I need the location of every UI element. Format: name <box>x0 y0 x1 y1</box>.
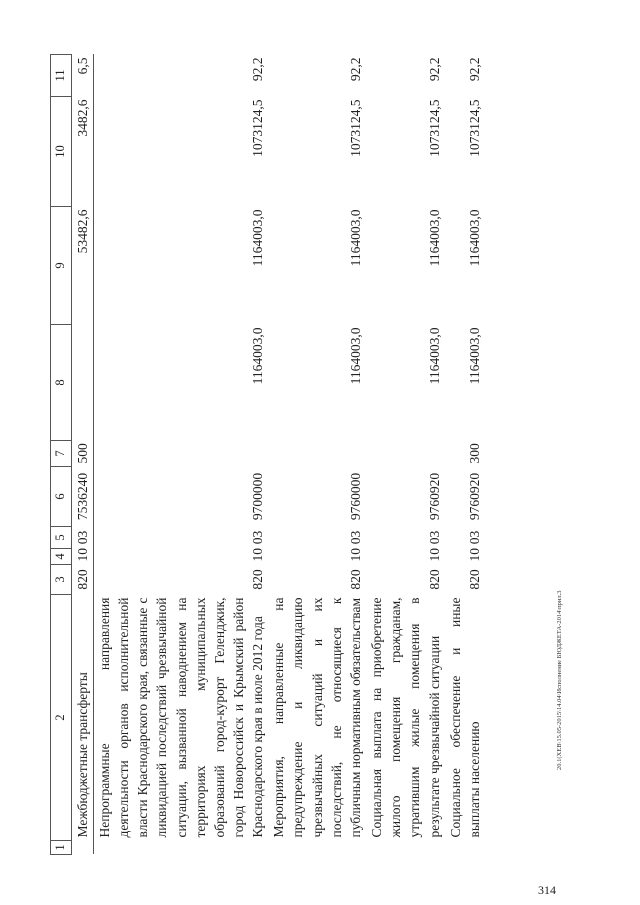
row-code-6: 9760920 <box>466 472 482 521</box>
row-value-10: 1073124,5 <box>250 99 266 157</box>
row-code-4: 10 <box>71 549 93 565</box>
row-code-3: 820 <box>250 569 266 590</box>
row-value-9: 1164003,0 <box>426 209 442 267</box>
row-code-6: 7536240 <box>71 467 93 527</box>
row-value-8: 1164003,0 <box>347 327 363 385</box>
row-code-3: 820 <box>426 569 442 590</box>
file-path-note: 20.1(XEB\15.05-2015\14.04\Исполнение БЮДЖЕТА-2014\прил.3 <box>556 590 563 770</box>
header-col-11: 11 <box>51 55 72 97</box>
row-code-6: 9760920 <box>426 472 442 521</box>
row-code-4: 10 <box>250 548 266 562</box>
header-row <box>51 55 72 855</box>
table-row <box>93 55 268 855</box>
row-value-8: 1164003,0 <box>250 327 266 385</box>
row-description: Мероприятия, направленные на предупреждение и ликвидацию чрезвычайных ситуаций и их последствий, не относящиеся к публичным нормативным обязательствам <box>271 597 363 838</box>
row-code-5: 03 <box>71 527 93 549</box>
row-value-10: 1073124,5 <box>466 99 482 157</box>
row-value-11: 92,2 <box>426 57 442 82</box>
row-code-5: 03 <box>466 530 482 545</box>
row-code-5: 03 <box>426 530 442 545</box>
row-value-11: 92,2 <box>250 57 266 82</box>
row-value-10: 3482,6 <box>71 97 93 207</box>
row-value-8 <box>71 325 93 441</box>
row-code-6: 9700000 <box>250 472 266 521</box>
table-row <box>268 55 366 855</box>
header-col-7: 7 <box>51 441 72 467</box>
budget-table <box>50 54 485 855</box>
row-value-8: 1164003,0 <box>466 327 482 385</box>
header-col-4: 4 <box>51 549 72 565</box>
row-code-7 <box>366 441 445 467</box>
header-col-10: 10 <box>51 97 72 207</box>
row-description: Межбюджетные трансферты <box>71 595 93 841</box>
row-value-10: 1073124,5 <box>426 99 442 157</box>
header-col-2: 2 <box>51 595 72 841</box>
row-code-6: 9760000 <box>347 472 363 521</box>
header-col-3: 3 <box>51 565 72 595</box>
row-code-3: 820 <box>466 569 482 590</box>
row-description: Социальная выплата на приобретение жилого помещения гражданам, утратившим жилые помещения в результате чрезвычайной ситуации <box>369 597 442 838</box>
header-col-9: 9 <box>51 207 72 325</box>
row-code-4: 10 <box>466 548 482 562</box>
row-code-5: 03 <box>347 530 363 545</box>
row-value-10: 1073124,5 <box>347 99 363 157</box>
row-code-4: 10 <box>347 548 363 562</box>
row-code-4: 10 <box>426 548 442 562</box>
table-row <box>445 55 485 855</box>
row-code-5: 03 <box>250 530 266 545</box>
row-description: Непрограммные направления деятельности органов исполнительной власти Краснодарского края, связанные с ликвидацией последствий чрезвычайной ситуации, вызванной наводнением на территориях муниципальных образований город-курорт Геленджик, город Новороссийск и Крымский район Краснодарского края в июле 2012 года <box>96 597 266 838</box>
row-code-7: 500 <box>71 441 93 467</box>
header-col-1: 1 <box>51 841 72 855</box>
row-code-3: 820 <box>71 565 93 595</box>
row-value-11: 92,2 <box>347 57 363 82</box>
row-value-9: 1164003,0 <box>466 209 482 267</box>
page-number: 314 <box>538 883 556 897</box>
header-col-8: 8 <box>51 325 72 441</box>
header-col-6: 6 <box>51 467 72 527</box>
row-value-11: 92,2 <box>466 57 482 82</box>
header-col-5: 5 <box>51 527 72 549</box>
row-code-3: 820 <box>347 569 363 590</box>
row-value-8: 1164003,0 <box>426 327 442 385</box>
row-code-7 <box>268 441 366 467</box>
row-code-7 <box>93 441 268 467</box>
row-value-9: 53482,6 <box>71 207 93 325</box>
table-row <box>71 55 93 855</box>
row-description: Социальное обеспечение и иные выплаты населению <box>447 597 482 838</box>
row-code-7: 300 <box>466 443 482 464</box>
row-value-9: 1164003,0 <box>347 209 363 267</box>
rotated-table-area <box>50 55 540 855</box>
table-row <box>366 55 445 855</box>
row-value-11: 6,5 <box>71 55 93 97</box>
row-value-9: 1164003,0 <box>250 209 266 267</box>
